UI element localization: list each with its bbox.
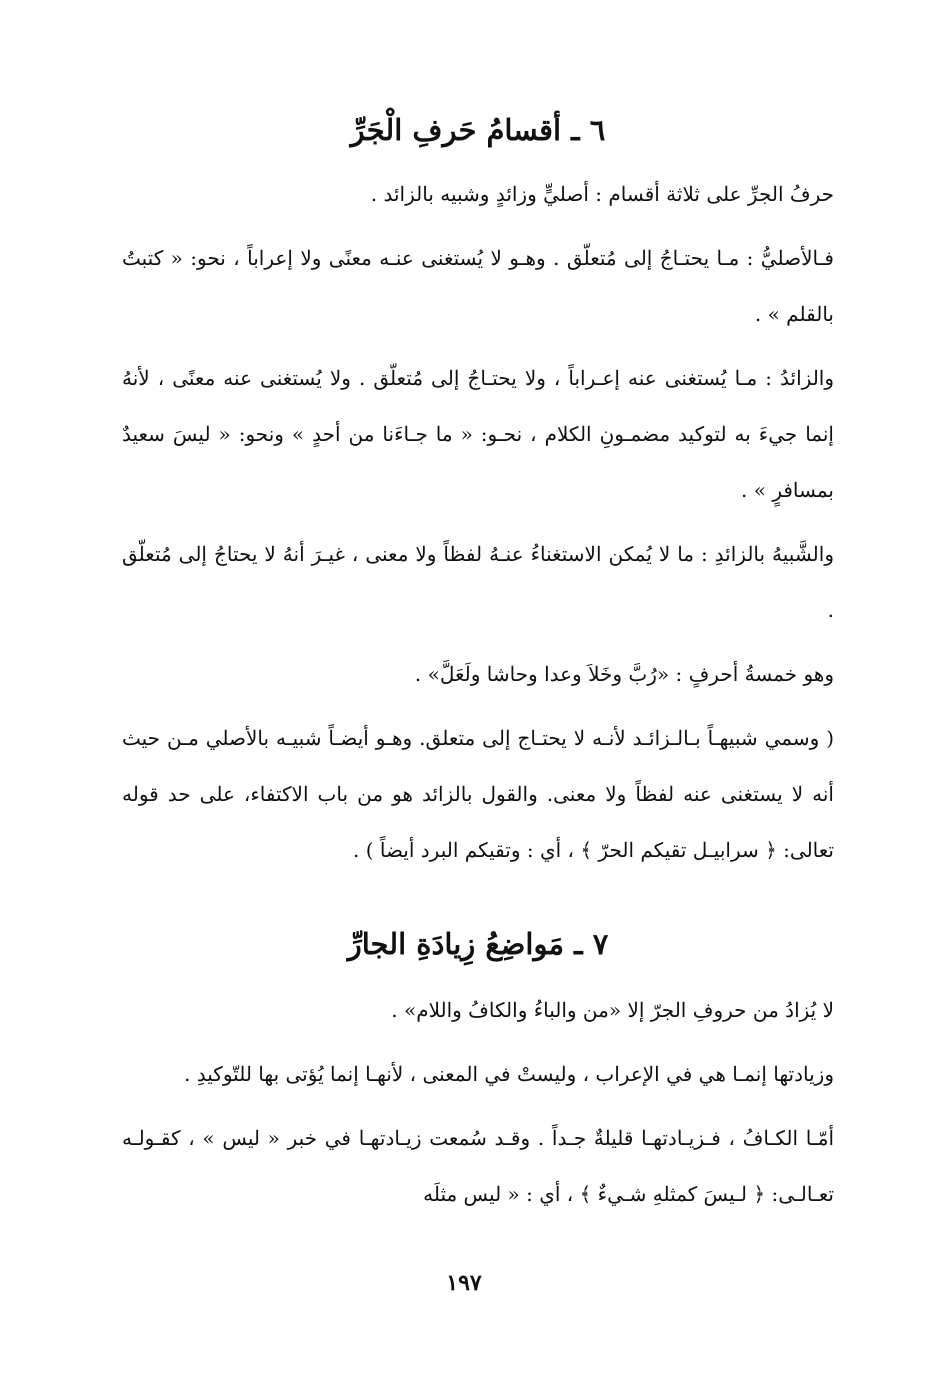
- section-6-note-paragraph: ( وسمي شبيهـاً بـالـزائـد لأنـه لا يحتـاج إلى متعلق. وهـو أيضـاً شبيـه بالأصلي مـن حيث أنه لا يستغنى عنه لفظاً ولا معنى. والقول بالزائد هو من باب الاكتفاء، على حد قوله تعالى: ﴿ سرابيـل تقيكم الحرّ ﴾ ، أي : وتقيكم البرد أيضاً ) .: [122, 726, 834, 862]
- page-body: [122, 100, 834, 1230]
- section-7-paragraph-3: أمّـا الكـافُ ، فـزيـادتهـا قليلةٌ جـداً . وقـد سُمعت زيـادتهـا في خبر « ليس » ، كقـولـه تعـالـى: ﴿ لـيسَ كمثلهِ شـيءٌ ﴾ ، أي : « ليس مثلَه: [122, 1126, 834, 1206]
- section-6-paragraph-1: حرفُ الجرِّ على ثلاثة أقسام : أصليٍّ وزائدٍ وشبيه بالزائد .: [370, 182, 834, 206]
- section-7-paragraph-2: وزيادتها إنمـا هي في الإعراب ، وليستْ في المعنى ، لأنهـا إنما يُؤتى بها للتّوكيدِ .: [184, 1062, 834, 1086]
- section-6-paragraph-5: وهو خمسةُ أحرفٍ : «رُبَّ وخَلاَ وعدا وحاشا ولَعَلَّ» .: [414, 662, 834, 686]
- section-6-paragraph-4: والشَّبيهُ بالزائدِ : ما لا يُمكن الاستغناءُ عنـهُ لفظاً ولا معنى ، غيـرَ أنهُ لا يحتاجُ إلى مُتعلّق .: [122, 542, 834, 622]
- section-7-heading: ٧ ـ مَواضِعُ زِيادَةِ الجارِّ: [347, 927, 609, 961]
- page-number: ١٩٧: [446, 1270, 482, 1296]
- section-7-paragraph-1: لا يُزادُ من حروفِ الجرّ إلا «من والباءُ والكافُ واللام» .: [391, 998, 834, 1022]
- section-6-paragraph-2: فـالأصليُّ : مـا يحتـاجُ إلى مُتعلّق . وهـو لا يُستغنى عنـه معنًى ولا إعراباً ، نحو: « كتبتُ بالقلم » .: [122, 246, 834, 326]
- section-6-heading: ٦ ـ أقسامُ حَرفِ الْجَرِّ: [350, 113, 606, 147]
- section-6-paragraph-3: والزائدُ : مـا يُستغنى عنه إعـراباً ، ولا يحتـاجُ إلى مُتعلّق . ولا يُستغنى عنه معنًى ، لأنهُ إنما جيءَ به لتوكيد مضمـونِ الكلام ، نحـو: « ما جـاءَنا من أحدٍ » ونحو: « ليسَ سعيدٌ بمسافرٍ » .: [122, 366, 834, 502]
